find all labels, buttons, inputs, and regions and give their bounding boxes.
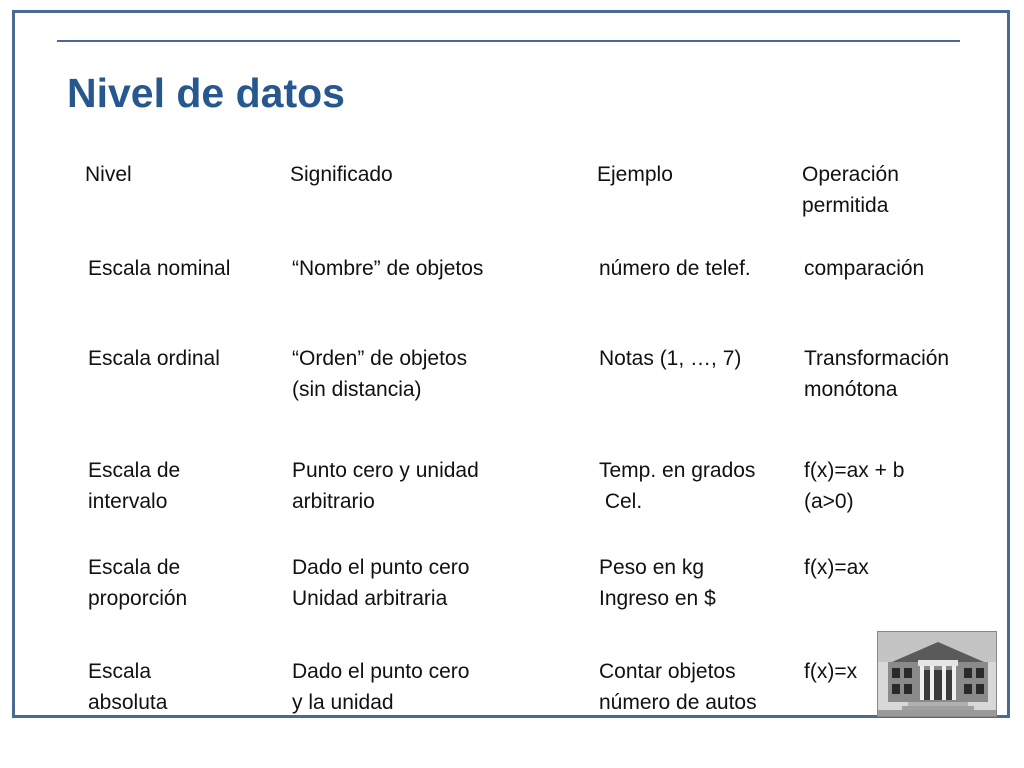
row3-ejemplo: Temp. en grados Cel. (599, 459, 756, 513)
row2-ejemplo: Notas (1, …, 7) (599, 347, 742, 370)
row3-significado: Punto cero y unidad arbitrario (292, 459, 479, 513)
row1-significado: “Nombre” de objetos (292, 257, 484, 280)
row3-operacion: f(x)=ax + b (a>0) (804, 459, 905, 513)
row2-nivel: Escala ordinal (88, 347, 220, 370)
row4-significado: Dado el punto cero Unidad arbitraria (292, 556, 470, 610)
row1-nivel: Escala nominal (88, 257, 231, 280)
row1-ejemplo: número de telef. (599, 257, 751, 280)
row2-significado: “Orden” de objetos (sin distancia) (292, 347, 468, 401)
row5-ejemplo: Contar objetos número de autos (599, 660, 757, 714)
slide-title: Nivel de datos (67, 70, 345, 116)
header-ejemplo: Ejemplo (597, 163, 673, 186)
header-significado: Significado (290, 163, 393, 186)
top-divider (57, 40, 960, 42)
row1-operacion: comparación (804, 257, 925, 280)
row4-ejemplo: Peso en kg Ingreso en $ (599, 556, 716, 610)
building-photo-icon (877, 631, 997, 717)
slide-frame (12, 10, 1010, 718)
row4-nivel: Escala de proporción (88, 556, 188, 610)
row5-nivel: Escala absoluta (88, 660, 168, 714)
header-nivel: Nivel (85, 163, 132, 186)
row5-significado: Dado el punto cero y la unidad (292, 660, 470, 714)
row2-operacion: Transformación monótona (804, 347, 950, 401)
row5-operacion: f(x)=x (804, 660, 858, 683)
row3-nivel: Escala de intervalo (88, 459, 181, 513)
row4-operacion: f(x)=ax (804, 556, 869, 579)
header-operacion: Operación permitida (802, 163, 899, 217)
